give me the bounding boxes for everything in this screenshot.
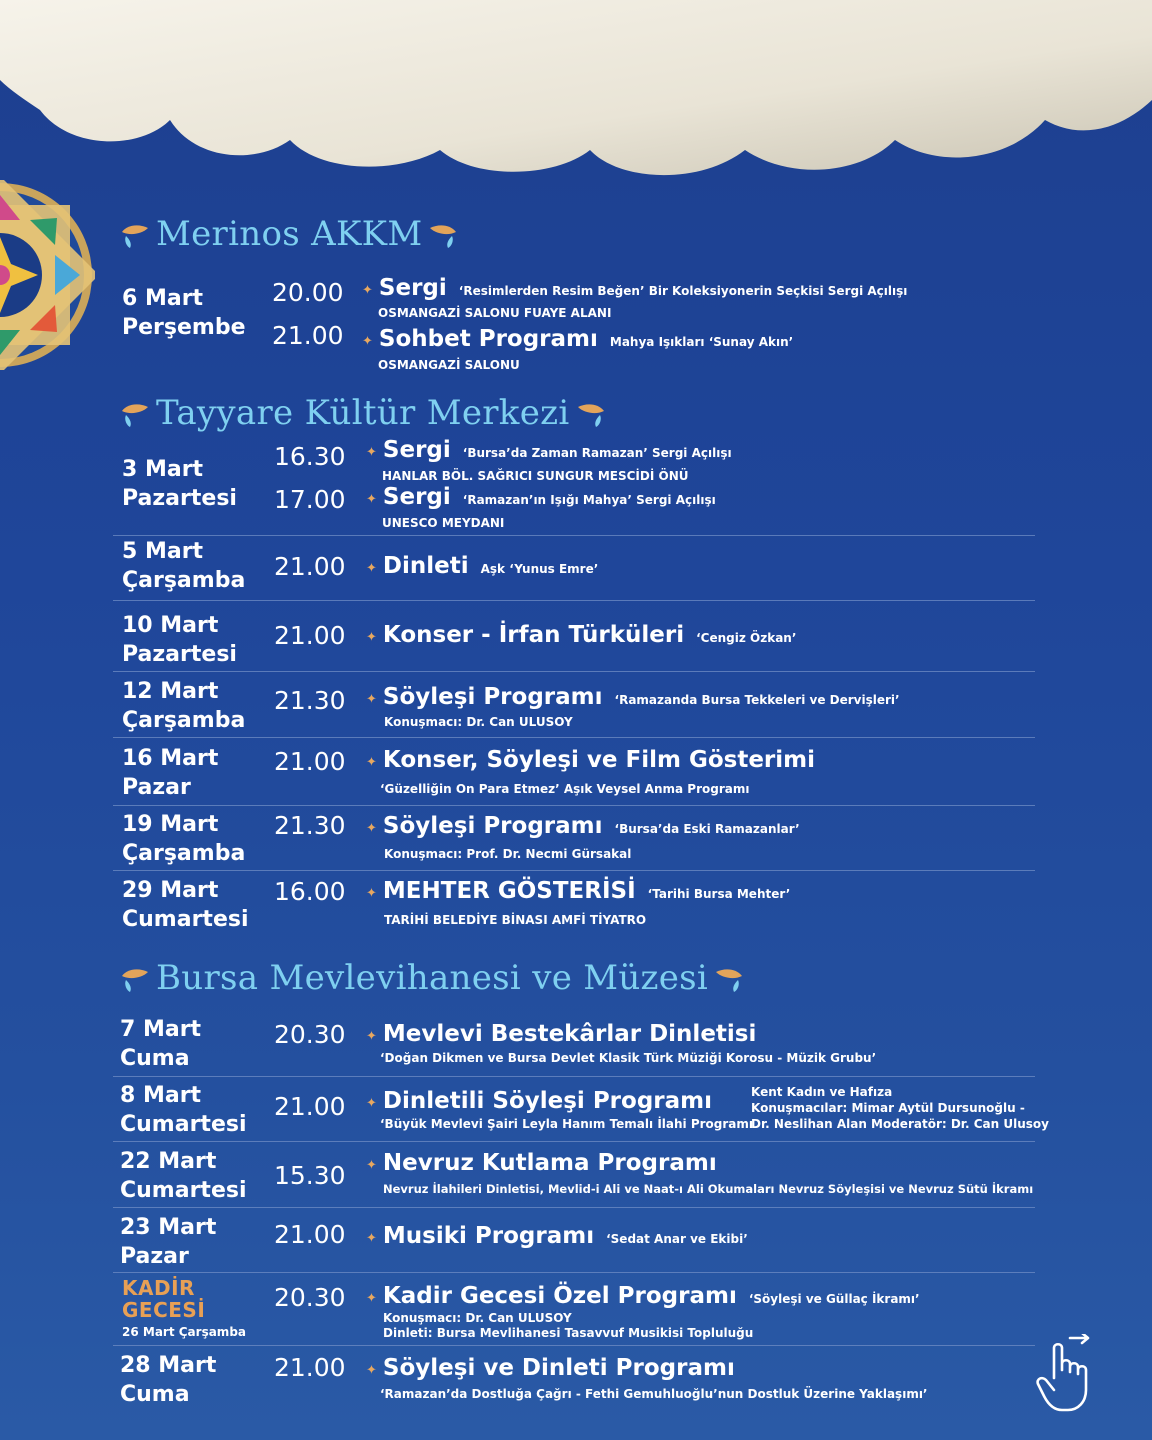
date-day: 12 Mart — [122, 679, 219, 704]
leaf-icon — [118, 397, 150, 429]
sparkle-icon: ✦ — [362, 283, 373, 298]
date-day: 28 Mart — [120, 1353, 217, 1378]
event-detail: ‘Tarihi Bursa Mehter’ — [647, 886, 791, 901]
event-detail: ‘Cengiz Özkan’ — [696, 630, 797, 645]
date-day: 19 Mart — [122, 812, 219, 837]
event-date — [120, 1351, 216, 1409]
event-line — [366, 813, 800, 839]
event-date — [120, 1213, 216, 1271]
event-title: Söyleşi ve Dinleti Programı — [382, 1355, 735, 1381]
event-detail: Mahya Işıkları ‘Sunay Akın’ — [609, 334, 794, 349]
row-divider — [113, 1272, 1035, 1273]
date-weekday: Pazar — [120, 1244, 189, 1269]
row-divider — [113, 737, 1035, 738]
sparkle-icon: ✦ — [366, 755, 377, 770]
leaf-icon — [118, 218, 150, 250]
event-line — [366, 1088, 712, 1114]
date-weekday: Cuma — [120, 1382, 190, 1407]
event-line — [366, 878, 790, 904]
event-date — [122, 876, 249, 934]
event-detail: ‘Ramazanda Bursa Tekkeleri ve Dervişleri’ — [614, 692, 900, 707]
sparkle-icon: ✦ — [366, 821, 377, 836]
event-time: 21.00 — [274, 1220, 346, 1249]
event-speaker: Konuşmacı: Dr. Can ULUSOY — [383, 1311, 572, 1325]
sparkle-icon: ✦ — [366, 445, 377, 460]
event-line — [362, 326, 793, 352]
event-time: 21.00 — [274, 747, 346, 776]
sparkle-icon: ✦ — [366, 1231, 377, 1246]
row-divider — [113, 1345, 1035, 1346]
sparkle-icon: ✦ — [366, 1363, 377, 1378]
event-title: Söyleşi Programı — [382, 813, 603, 839]
event-time: 21.30 — [274, 686, 346, 715]
event-date — [120, 1081, 247, 1139]
date-day: 23 Mart — [120, 1215, 217, 1240]
row-divider — [113, 535, 1035, 536]
event-note: Dr. Neslihan Alan Moderatör: Dr. Can Ulusoy — [751, 1117, 1049, 1131]
event-date — [122, 744, 218, 802]
event-line — [366, 747, 815, 773]
event-detail: ‘Bursa’da Zaman Ramazan’ Sergi Açılışı — [462, 445, 732, 460]
event-title: MEHTER GÖSTERİSİ — [382, 878, 636, 904]
event-line — [366, 484, 716, 510]
event-time: 20.30 — [274, 1283, 346, 1312]
date-weekday: Çarşamba — [122, 708, 246, 733]
row-divider — [113, 870, 1035, 871]
kadir-label-line: GECESİ — [122, 1298, 206, 1322]
event-detail: ‘Ramazan’da Dostluğa Çağrı - Fethi Gemuhluoğlu’nun Dostluk Üzerine Yaklaşımı’ — [380, 1387, 928, 1401]
leaf-icon — [118, 962, 150, 994]
event-time: 21.00 — [274, 1353, 346, 1382]
date-day: 10 Mart — [122, 613, 219, 638]
hand-pointer-icon[interactable] — [1034, 1334, 1096, 1412]
row-divider — [113, 1141, 1035, 1142]
event-title: Nevruz Kutlama Programı — [382, 1150, 717, 1176]
event-title: Dinletili Söyleşi Programı — [382, 1088, 712, 1114]
event-time: 15.30 — [274, 1161, 346, 1190]
event-time: 21.30 — [274, 811, 346, 840]
date-weekday: Perşembe — [122, 315, 246, 340]
sparkle-icon: ✦ — [366, 1291, 377, 1306]
rosette-ornament — [0, 180, 95, 370]
sparkle-icon: ✦ — [366, 492, 377, 507]
leaf-icon — [714, 962, 746, 994]
date-weekday: Çarşamba — [122, 568, 246, 593]
event-detail: ‘Bursa’da Eski Ramazanlar’ — [614, 821, 800, 836]
sparkle-icon: ✦ — [366, 886, 377, 901]
event-location: HANLAR BÖL. SAĞRICI SUNGUR MESCİDİ ÖNÜ — [382, 469, 689, 483]
event-title: Konser - İrfan Türküleri — [382, 622, 685, 648]
event-line — [366, 1355, 735, 1381]
event-title: Söyleşi Programı — [382, 684, 603, 710]
date-weekday: Cumartesi — [120, 1178, 247, 1203]
row-divider — [113, 671, 1035, 672]
event-time: 17.00 — [274, 485, 346, 514]
event-title: Sergi — [378, 275, 447, 301]
row-divider — [113, 805, 1035, 806]
event-detail: ‘Sedat Anar ve Ekibi’ — [606, 1231, 748, 1246]
event-line — [366, 622, 796, 648]
event-detail: Dinleti: Bursa Mevlihanesi Tasavvuf Musikisi Topluluğu — [383, 1326, 754, 1340]
kadir-gecesi-label — [122, 1277, 205, 1321]
event-date — [122, 455, 237, 513]
event-line — [366, 437, 732, 463]
event-title: Sergi — [382, 437, 451, 463]
date-weekday: Pazartesi — [122, 642, 237, 667]
date-weekday: Çarşamba — [122, 841, 246, 866]
event-detail: ‘Söyleşi ve Güllaç İkramı’ — [748, 1291, 920, 1306]
event-time: 21.00 — [274, 621, 346, 650]
date-day: 7 Mart — [120, 1017, 202, 1042]
section-title-text: Bursa Mevlevihanesi ve Müzesi — [156, 958, 709, 998]
row-divider — [113, 1207, 1035, 1208]
event-time: 20.30 — [274, 1020, 346, 1049]
row-divider — [113, 1076, 1035, 1077]
event-location: TARİHİ BELEDİYE BİNASI AMFİ TİYATRO — [384, 913, 647, 927]
event-detail: ‘Ramazan’ın Işığı Mahya’ Sergi Açılışı — [462, 492, 716, 507]
sparkle-icon: ✦ — [362, 334, 373, 349]
event-line — [366, 684, 900, 710]
event-time: 16.30 — [274, 442, 346, 471]
event-title: Sergi — [382, 484, 451, 510]
sparkle-icon: ✦ — [366, 1096, 377, 1111]
section-title-text: Merinos AKKM — [156, 214, 423, 254]
section-title-text: Tayyare Kültür Merkezi — [156, 393, 570, 433]
event-location: OSMANGAZİ SALONU FUAYE ALANI — [378, 306, 612, 320]
leaf-icon — [576, 397, 608, 429]
sparkle-icon: ✦ — [366, 1029, 377, 1044]
event-line — [366, 553, 598, 579]
event-title: Mevlevi Bestekârlar Dinletisi — [382, 1021, 757, 1047]
event-title: Konser, Söyleşi ve Film Gösterimi — [382, 747, 816, 773]
date-day: 5 Mart — [122, 539, 204, 564]
sparkle-icon: ✦ — [366, 630, 377, 645]
event-line — [366, 1150, 717, 1176]
event-time: 16.00 — [274, 877, 346, 906]
event-detail: Nevruz İlahileri Dinletisi, Mevlid-i Ali ve Naat-ı Ali Okumaları Nevruz Söyleşisi ve Nevruz Sütü İkramı — [383, 1182, 1034, 1196]
event-note: Kent Kadın ve Hafıza — [751, 1085, 893, 1099]
event-detail: ‘Büyük Mevlevi Şairi Leyla Hanım Temalı İlahi Programı — [380, 1117, 754, 1131]
row-divider — [113, 600, 1035, 601]
date-day: 16 Mart — [122, 746, 219, 771]
event-line — [362, 275, 907, 301]
date-weekday: Cuma — [120, 1046, 190, 1071]
event-date — [122, 611, 237, 669]
event-line — [366, 1021, 756, 1047]
event-title: Dinleti — [382, 553, 469, 579]
event-date — [122, 810, 245, 868]
event-detail: ‘Resimlerden Resim Beğen’ Bir Koleksiyonerin Seçkisi Sergi Açılışı — [458, 283, 908, 298]
event-date — [120, 1015, 201, 1073]
date-weekday: Pazartesi — [122, 486, 237, 511]
date-weekday: Cumartesi — [120, 1112, 247, 1137]
event-date — [122, 537, 245, 595]
event-detail: Aşk ‘Yunus Emre’ — [480, 561, 599, 576]
date-day: 22 Mart — [120, 1149, 217, 1174]
event-detail: ‘Güzelliğin On Para Etmez’ Aşık Veysel Anma Programı — [380, 782, 750, 796]
event-note: Konuşmacılar: Mimar Aytül Dursunoğlu - — [751, 1101, 1025, 1115]
event-time: 21.00 — [274, 552, 346, 581]
event-line — [366, 1283, 920, 1309]
event-line — [366, 1223, 748, 1249]
date-day: 6 Mart — [122, 286, 204, 311]
event-location: UNESCO MEYDANI — [382, 516, 505, 530]
kadir-label-line: KADİR — [122, 1276, 195, 1300]
event-title: Sohbet Programı — [378, 326, 598, 352]
event-location: OSMANGAZİ SALONU — [378, 358, 520, 372]
event-date: 26 Mart Çarşamba — [122, 1325, 247, 1339]
date-day: 3 Mart — [122, 457, 204, 482]
event-time: 21.00 — [272, 321, 344, 350]
event-date — [122, 284, 246, 342]
event-speaker: Konuşmacı: Prof. Dr. Necmi Gürsakal — [384, 847, 632, 861]
section-title-mevlevi — [118, 958, 746, 998]
sparkle-icon: ✦ — [366, 1158, 377, 1173]
event-time: 20.00 — [272, 278, 344, 307]
date-weekday: Pazar — [122, 775, 191, 800]
sparkle-icon: ✦ — [366, 561, 377, 576]
cloud-decoration — [0, 0, 1152, 200]
section-title-merinos — [118, 214, 460, 254]
date-day: 8 Mart — [120, 1083, 202, 1108]
event-speaker: Konuşmacı: Dr. Can ULUSOY — [384, 715, 573, 729]
date-day: 29 Mart — [122, 878, 219, 903]
date-weekday: Cumartesi — [122, 907, 249, 932]
event-date — [122, 677, 245, 735]
event-date — [120, 1147, 247, 1205]
event-title: Kadir Gecesi Özel Programı — [382, 1283, 737, 1309]
event-detail: ‘Doğan Dikmen ve Bursa Devlet Klasik Türk Müziği Korosu - Müzik Grubu’ — [380, 1051, 877, 1065]
event-title: Musiki Programı — [382, 1223, 595, 1249]
event-time: 21.00 — [274, 1092, 346, 1121]
section-title-tayyare — [118, 393, 608, 433]
leaf-icon — [428, 218, 460, 250]
sparkle-icon: ✦ — [366, 692, 377, 707]
